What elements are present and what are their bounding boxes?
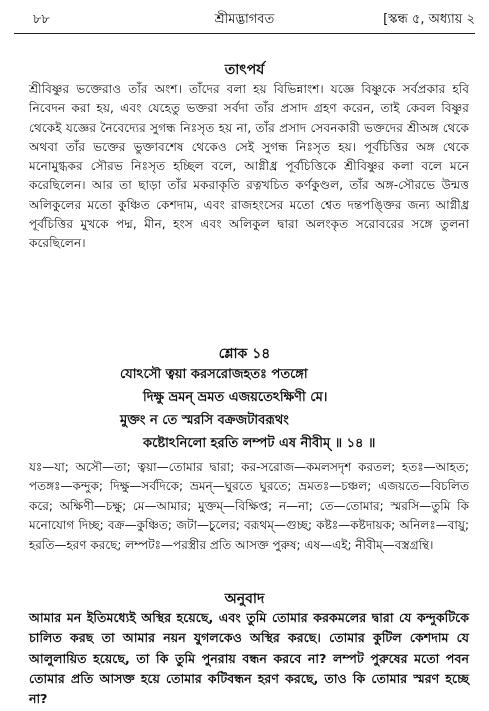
verse-heading: শ্লোক ১৪ xyxy=(218,346,271,362)
purport-text: শ্রীবিষ্ণুর ভক্তেরাও তাঁর অংশ। তাঁদের বলা হয় বিভিন্নাংশ। যজ্ঞে বিষ্ণুকে সর্বপ্রকার হবি নিবেদন করা হয়, এবং যেহেতু ভক্তরা সর্বদা তাঁর প্রসাদ গ্রহণ করেন, তাই কেবল বিষ্ণুর থেকেই যজ্ঞের নৈবেদ্যের সুগন্ধ নিঃসৃত হয় না, তাঁর প্রসাদ সেবনকারী ভক্তদের শ্রীঅঙ্গ থেকে অথবা তাঁর ভক্তের ভুক্তাবশেষ থেকেও সেই সুগন্ধ নিঃসৃত হয়। পূর্বচিত্তির অঙ্গ থেকে মনোমুগ্ধকর সৌরভ নিঃসৃত হচ্ছিল বলে, আগ্নীধ্র পূর্বচিত্তিকে শ্রীবিষ্ণুর কলা বলে মনে করেছিলেন। আর তা ছাড়া তাঁর মকরাকৃতি রত্নখচিত কর্ণকুণ্ডল, তাঁর অঙ্গ-সৌরভে উন্মত্ত অলিকুলের মতো কুঞ্চিত কেশদাম, এবং রাজহংসের মতো শ্বেত দন্তপঙ্ক্তির জন্য আগ্নীধ্র পূর্বচিত্তির মুখকে পদ্ম, মীন, হংস এবং অলিকুল দ্বারা অলংকৃত সরোবরের সঙ্গে তুলনা করেছিলেন। xyxy=(29,82,469,251)
page-header xyxy=(0,8,489,30)
verse-line: মুক্তং ন তে স্মরসি বক্রজটাবরূথং xyxy=(120,413,289,428)
translation-text: আমার মন ইতিমধ্যেই অস্থির হয়েছে, এবং তুমি তোমার করকমলের দ্বারা যে কন্দুকটিকে চালিত করছ তা আমার নয়ন যুগলকেও অস্থির করছে। তোমার কুটিল কেশদাম যে আলুলায়িত হয়েছে, তা কি তুমি পুনরায় বন্ধন করবে না? লম্পট পুরুষের মতো পবন তোমার প্রতি আসক্ত হয়ে তোমার কটিবন্ধন হরণ করছে, তাও কি তোমার স্মরণ হচ্ছে না? xyxy=(29,610,469,707)
synonyms-text: যঃ—যা; অসৌ—তা; ত্বয়া—তোমার দ্বারা; কর-সরোজ—কমলসদৃশ করতল; হতঃ—আহত; পতঙ্গঃ—কন্দুক; দিক্ষু—সর্বদিকে; ভ্রমন্—ঘুরতে ঘুরতে; ভ্রমতঃ—চঞ্চল; এজয়তে—বিচলিত করে; অক্ষিণী—চক্ষু; মে—আমার; মুক্তম্—বিক্ষিপ্ত; ন—না; তে—তোমার; স্মরসি—তুমি কি মনোযোগ দিচ্ছ; বক্র—কুঞ্চিত; জটা—চুলের; বরূথম্—গুচ্ছ; কষ্টঃ—কষ্টদায়ক; অনিলঃ—বায়ু; হরতি—হরণ করছে; লম্পটঃ—পরস্ত্রীর প্রতি আসক্ত পুরুষ; এষ—এই; নীবীম্—বস্ত্রগ্রন্থি। xyxy=(29,460,469,552)
verse-line: কষ্টোঽনিলো হরতি লম্পট এষ নীবীম্ ॥ ১৪ ॥ xyxy=(143,436,376,451)
page-number: ৮৮ xyxy=(33,12,50,27)
translation-heading: অনুবাদ xyxy=(224,591,265,607)
chapter-reference: [স্কন্ধ ৫, অধ্যায় ২ xyxy=(383,12,475,27)
verse-line: দিক্ষু ভ্রমন্ ভ্রমত এজয়তেঽক্ষিণী মে। xyxy=(143,390,328,405)
purport-heading: তাৎপর্য xyxy=(224,62,265,78)
header-rule xyxy=(14,33,475,34)
book-title: শ্রীমদ্ভাগবত xyxy=(214,12,275,27)
verse-line: যোঽসৌ ত্বয়া করসরোজহতঃ পতঙ্গো xyxy=(120,367,308,382)
